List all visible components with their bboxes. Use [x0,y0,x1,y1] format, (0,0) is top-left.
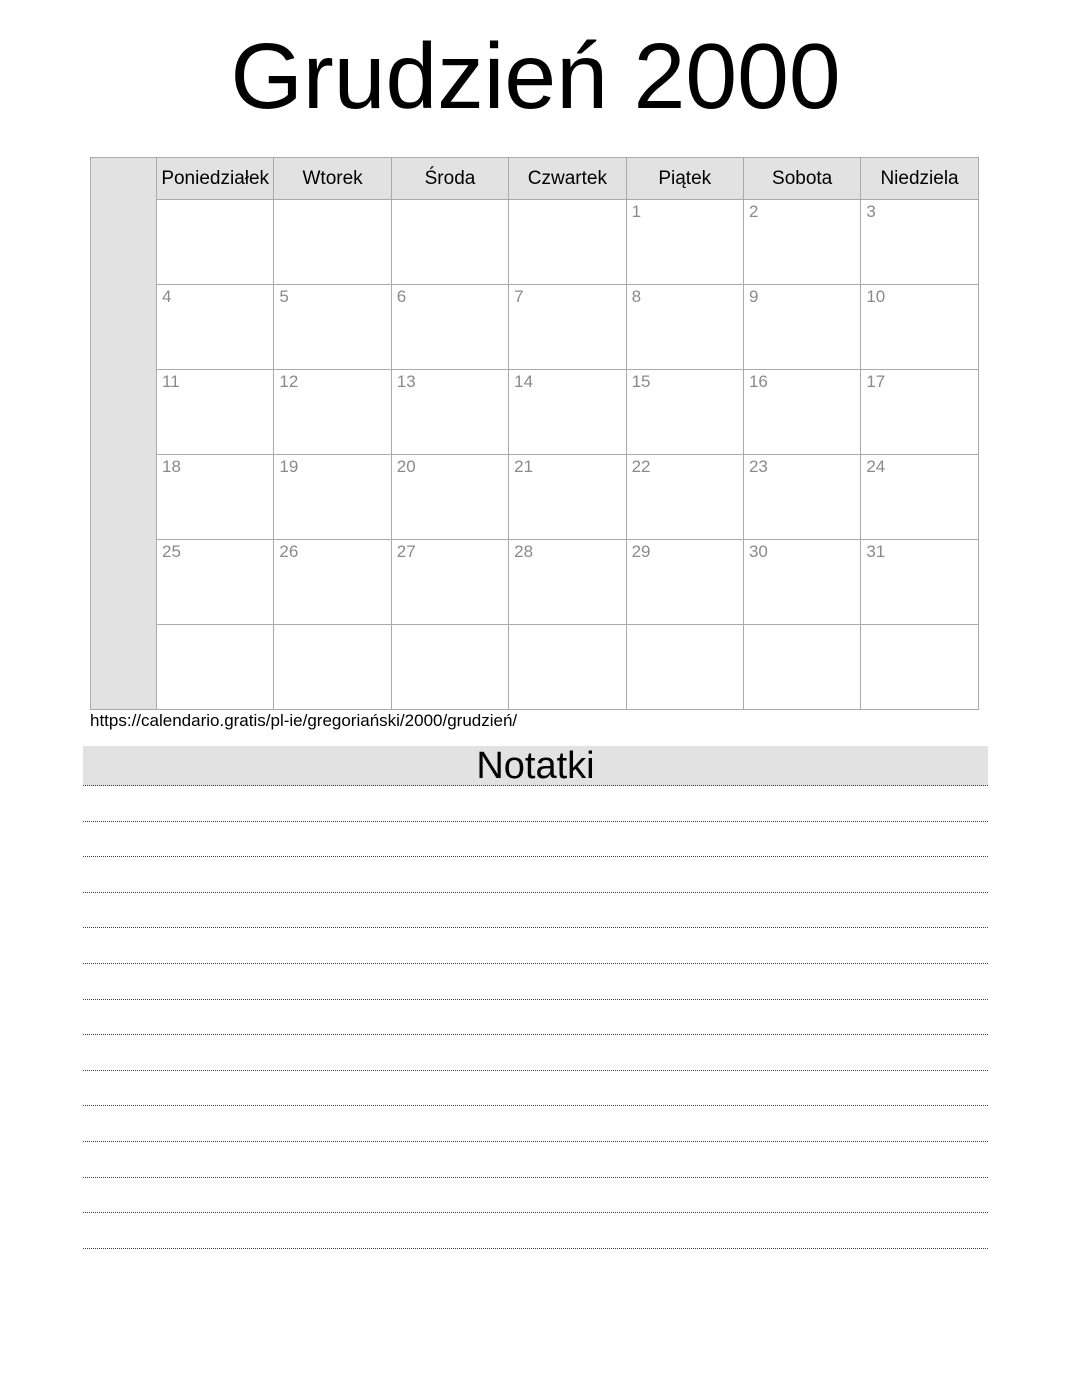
day-cell: 17 [861,370,978,455]
day-cell: 30 [743,540,860,625]
note-line [83,1142,988,1178]
day-cell: 28 [509,540,626,625]
week-row [91,540,979,625]
day-cell: 12 [274,370,391,455]
week-row [91,455,979,540]
day-cell: 8 [626,285,743,370]
day-header: Niedziela [861,158,978,200]
day-cell: 19 [274,455,391,540]
week-row [91,625,979,710]
week-row [91,285,979,370]
week-row [91,370,979,455]
day-cell: 13 [391,370,508,455]
day-cell: 21 [509,455,626,540]
note-line [83,786,988,822]
day-cell: 24 [861,455,978,540]
day-cell: 3 [861,200,978,285]
day-header: Piątek [626,158,743,200]
day-cell: 27 [391,540,508,625]
day-cell: 16 [743,370,860,455]
day-cell: 5 [274,285,391,370]
day-cell: 7 [509,285,626,370]
day-cell: 23 [743,455,860,540]
calendar-table [90,157,979,710]
note-line [83,1035,988,1071]
note-line [83,1000,988,1036]
calendar-left-gutter [91,158,157,710]
day-cell [743,625,860,710]
note-line [83,928,988,964]
day-cell: 26 [274,540,391,625]
day-header: Środa [391,158,508,200]
day-cell: 11 [157,370,274,455]
week-row [91,200,979,285]
day-header: Czwartek [509,158,626,200]
day-cell: 4 [157,285,274,370]
source-url: https://calendario.gratis/pl-ie/gregoriański/2000/grudzień/ [90,711,518,730]
note-line [83,857,988,893]
day-cell: 9 [743,285,860,370]
day-cell: 18 [157,455,274,540]
day-cell: 6 [391,285,508,370]
note-line [83,1071,988,1107]
day-cell: 15 [626,370,743,455]
day-cell [509,200,626,285]
page-title: Grudzień 2000 [230,24,841,128]
note-line [83,893,988,929]
note-line [83,822,988,858]
day-cell: 14 [509,370,626,455]
note-line [83,1213,988,1249]
weekday-header-row [91,158,979,200]
day-cell [391,200,508,285]
day-cell [861,625,978,710]
day-header: Wtorek [274,158,391,200]
day-header: Sobota [743,158,860,200]
note-line [83,1178,988,1214]
notes-header: Notatki [83,746,988,786]
day-cell: 31 [861,540,978,625]
day-cell: 2 [743,200,860,285]
day-cell [274,625,391,710]
day-header: Poniedziałek [157,158,274,200]
notes-section [83,746,988,1249]
note-line [83,1106,988,1142]
day-cell [509,625,626,710]
day-cell: 25 [157,540,274,625]
day-cell: 10 [861,285,978,370]
day-cell [391,625,508,710]
day-cell [626,625,743,710]
day-cell: 1 [626,200,743,285]
day-cell: 20 [391,455,508,540]
note-lines [83,786,988,1249]
day-cell [157,200,274,285]
day-cell: 22 [626,455,743,540]
day-cell [157,625,274,710]
day-cell: 29 [626,540,743,625]
note-line [83,964,988,1000]
day-cell [274,200,391,285]
